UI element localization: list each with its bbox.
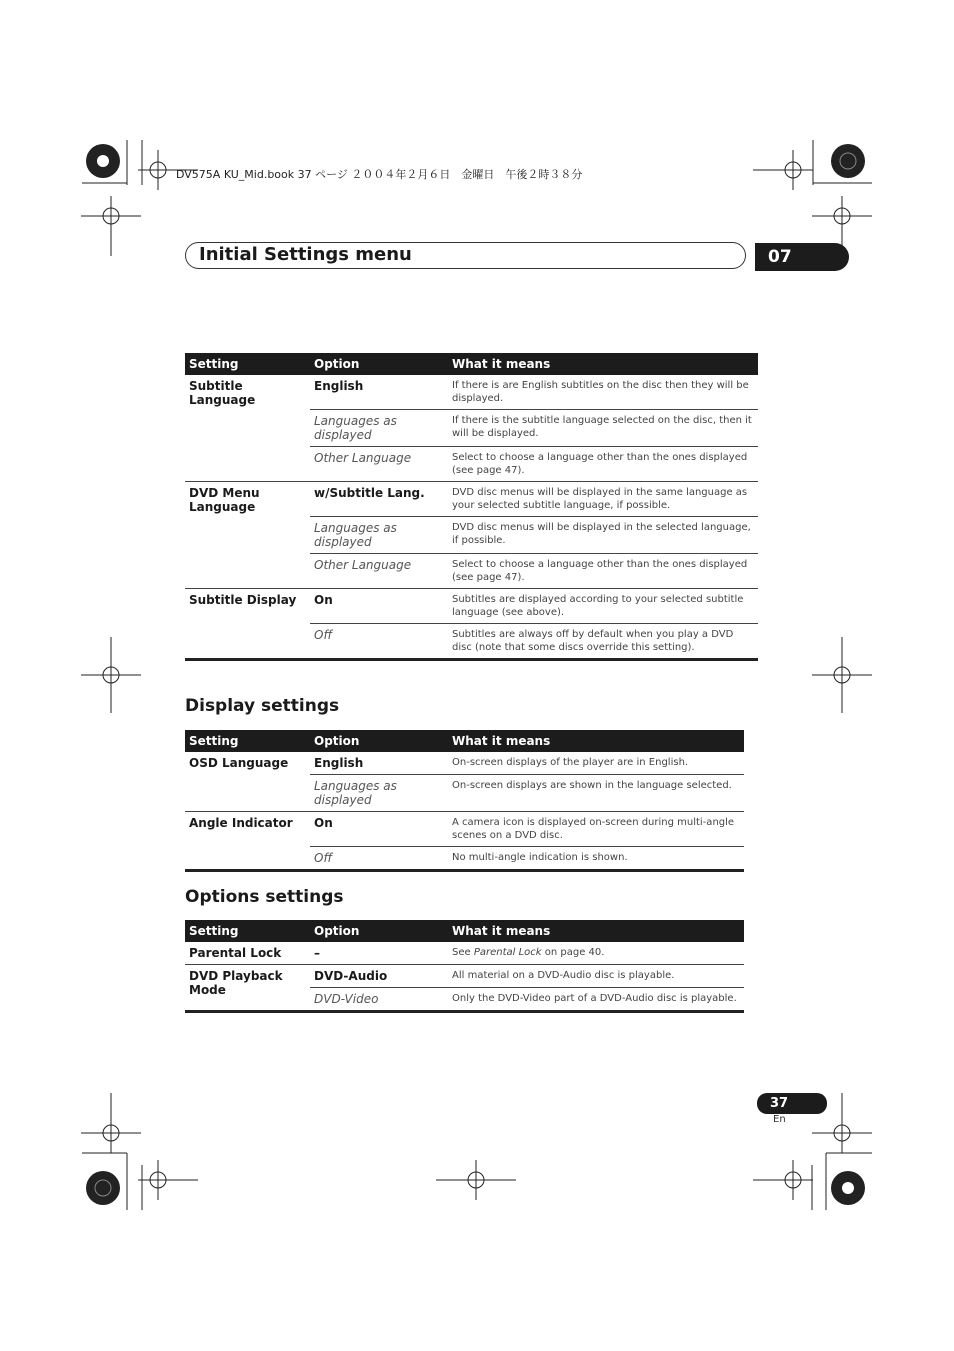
option-meaning: Subtitles are always off by default when you play a DVD disc (note that some discs override this setting). (448, 624, 758, 660)
option-meaning: Select to choose a language other than the ones displayed (see page 47). (448, 554, 758, 589)
option-value: Languages as displayed (310, 410, 448, 447)
table-header (185, 353, 758, 375)
option-value: Off (310, 624, 448, 660)
option-value: English (310, 752, 448, 775)
option-meaning: DVD disc menus will be displayed in the selected language, if possible. (448, 517, 758, 554)
column-header-option: Option (310, 353, 448, 375)
table-row (185, 965, 744, 988)
option-meaning: If there is are English subtitles on the disc then they will be displayed. (448, 375, 758, 410)
option-value: w/Subtitle Lang. (310, 482, 448, 517)
option-meaning: On-screen displays of the player are in English. (448, 752, 744, 775)
column-header-setting: Setting (185, 920, 310, 942)
table-row (185, 589, 758, 624)
table-row (185, 752, 744, 775)
setting-name: Subtitle Display (185, 589, 310, 660)
option-value: Languages as displayed (310, 517, 448, 554)
meaning-prefix: See (452, 947, 474, 958)
setting-name: Parental Lock (185, 942, 310, 965)
option-value: DVD-Video (310, 988, 448, 1012)
option-meaning: Subtitles are displayed according to your selected subtitle language (see above). (448, 589, 758, 624)
option-meaning: DVD disc menus will be displayed in the same language as your selected subtitle language, if possible. (448, 482, 758, 517)
column-header-meaning: What it means (448, 920, 744, 942)
table-row (185, 482, 758, 517)
options-settings-title: Options settings (185, 887, 344, 907)
setting-name: Subtitle Language (185, 375, 310, 482)
column-header-setting: Setting (185, 730, 310, 752)
page-language: En (773, 1114, 786, 1125)
option-value: DVD-Audio (310, 965, 448, 988)
print-header: DV575A KU_Mid.book 37 ページ ２００４年２月６日 金曜日 午後２時３８分 (176, 168, 583, 181)
option-value: Other Language (310, 554, 448, 589)
option-meaning: On-screen displays are shown in the language selected. (448, 775, 744, 812)
column-header-option: Option (310, 920, 448, 942)
meaning-suffix: on page 40. (541, 947, 605, 958)
option-meaning: No multi-angle indication is shown. (448, 847, 744, 871)
option-meaning: All material on a DVD-Audio disc is playable. (448, 965, 744, 988)
option-value: – (310, 942, 448, 965)
table-row (185, 375, 758, 410)
option-meaning: Select to choose a language other than the ones displayed (see page 47). (448, 447, 758, 482)
table-row (185, 942, 744, 965)
language-settings-table (185, 353, 758, 661)
option-value: On (310, 589, 448, 624)
setting-name: DVD Menu Language (185, 482, 310, 589)
option-meaning (448, 942, 744, 965)
table-row (185, 812, 744, 847)
starburst-marks (86, 144, 865, 1205)
options-settings-table (185, 920, 744, 1013)
page-number: 37 (757, 1093, 827, 1114)
column-header-option: Option (310, 730, 448, 752)
option-value: On (310, 812, 448, 847)
chapter-number: 07 (755, 243, 849, 271)
chapter-title: Initial Settings menu (199, 244, 412, 265)
setting-name: Angle Indicator (185, 812, 310, 871)
option-value: Off (310, 847, 448, 871)
setting-name: OSD Language (185, 752, 310, 812)
setting-name: DVD Playback Mode (185, 965, 310, 1012)
column-header-setting: Setting (185, 353, 310, 375)
option-meaning: If there is the subtitle language selected on the disc, then it will be displayed. (448, 410, 758, 447)
table-header (185, 920, 744, 942)
display-settings-title: Display settings (185, 696, 340, 716)
table-header (185, 730, 744, 752)
column-header-meaning: What it means (448, 353, 758, 375)
option-value: Languages as displayed (310, 775, 448, 812)
page-reference-link: Parental Lock (473, 947, 542, 958)
column-header-meaning: What it means (448, 730, 744, 752)
option-meaning: A camera icon is displayed on-screen during multi-angle scenes on a DVD disc. (448, 812, 744, 847)
display-settings-table (185, 730, 744, 872)
registration-targets (81, 150, 872, 1200)
option-value: Other Language (310, 447, 448, 482)
option-value: English (310, 375, 448, 410)
option-meaning: Only the DVD-Video part of a DVD-Audio disc is playable. (448, 988, 744, 1012)
